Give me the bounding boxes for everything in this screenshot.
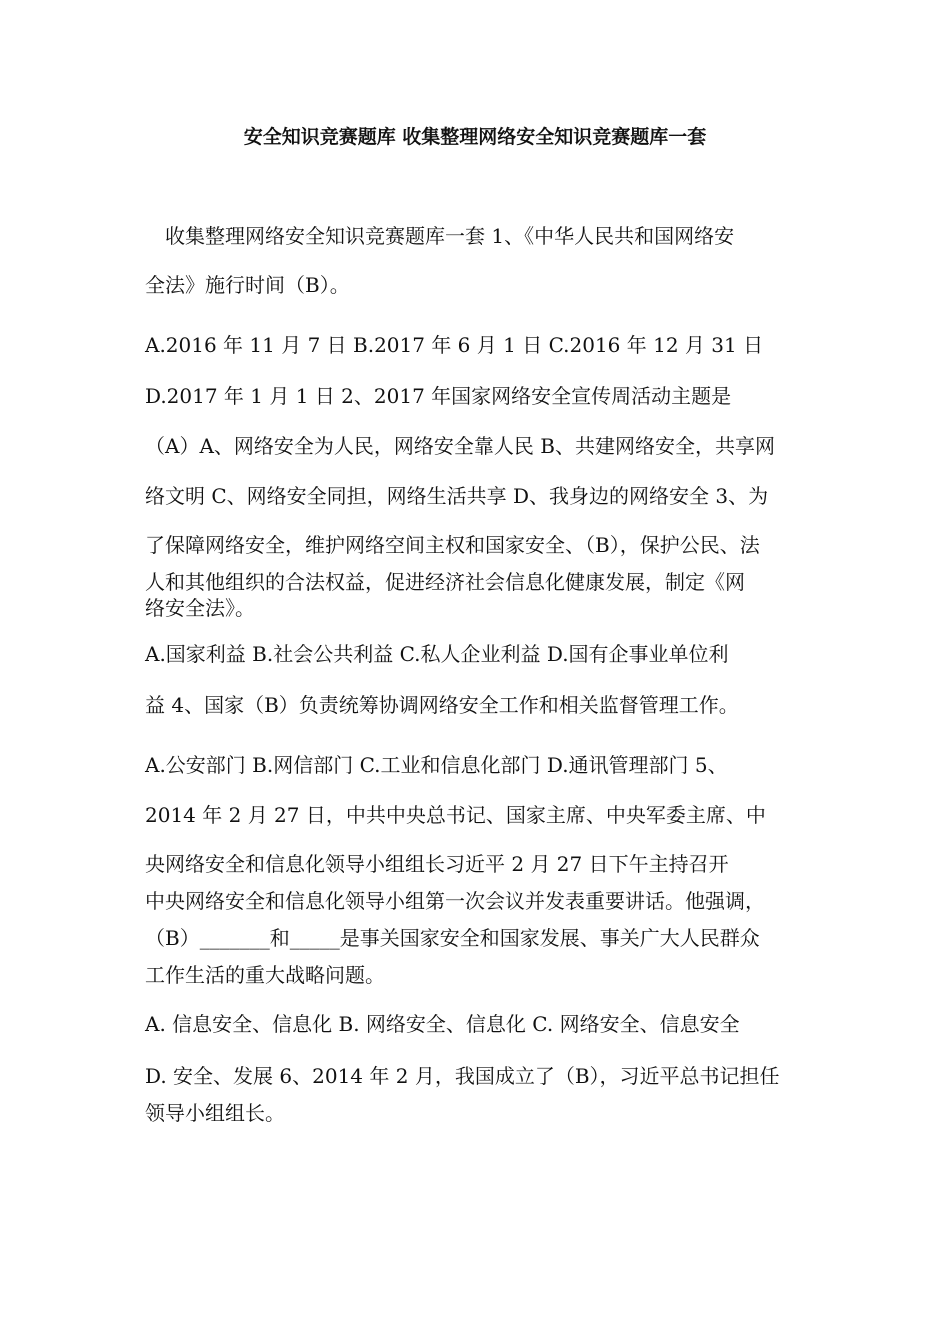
body-line: 领导小组组长。 — [145, 1101, 285, 1125]
body-line: A.国家利益 B.社会公共利益 C.私人企业利益 D.国有企事业单位利 — [145, 642, 729, 666]
body-line: 了保障网络安全，维护网络空间主权和国家安全、（B），保护公民、法 — [145, 533, 760, 557]
body-line: 中央网络安全和信息化领导小组第一次会议并发表重要讲话。他强调， — [145, 889, 765, 913]
body-line: A.2016 年 11 月 7 日 B.2017 年 6 月 1 日 C.2016 年 12 月 31 日 — [145, 333, 764, 357]
body-line: （B）_______和_____是事关国家安全和国家发展、事关广大人民群众 — [145, 926, 760, 950]
body-line: D. 安全、发展 6、2014 年 2 月，我国成立了（B），习近平总书记担任 — [145, 1064, 780, 1088]
body-line: 人和其他组织的合法权益，促进经济社会信息化健康发展，制定《网 — [145, 570, 745, 594]
body-line: A.公安部门 B.网信部门 C.工业和信息化部门 D.通讯管理部门 5、 — [145, 753, 728, 777]
body-line: D.2017 年 1 月 1 日 2、2017 年国家网络安全宣传周活动主题是 — [145, 384, 732, 408]
body-line: （A）A、网络安全为人民，网络安全靠人民 B、共建网络安全，共享网 — [145, 434, 775, 458]
body-line: 益 4、国家（B）负责统筹协调网络安全工作和相关监督管理工作。 — [145, 693, 739, 717]
body-line: 全法》施行时间（B）。 — [145, 273, 350, 297]
body-line: A. 信息安全、信息化 B. 网络安全、信息化 C. 网络安全、信息安全 — [145, 1012, 740, 1036]
body-line: 络安全法》。 — [145, 596, 255, 620]
body-line: 央网络安全和信息化领导小组组长习近平 2 月 27 日下午主持召开 — [145, 852, 729, 876]
body-line: 络文明 C、网络安全同担，网络生活共享 D、我身边的网络安全 3、为 — [145, 484, 769, 508]
body-line: 2014 年 2 月 27 日，中共中央总书记、国家主席、中央军委主席、中 — [145, 803, 766, 827]
body-line: 收集整理网络安全知识竞赛题库一套 1、《中华人民共和国网络安 — [145, 224, 735, 248]
document-title: 安全知识竞赛题库 收集整理网络安全知识竞赛题库一套 — [243, 126, 707, 148]
body-line: 工作生活的重大战略问题。 — [145, 963, 385, 987]
